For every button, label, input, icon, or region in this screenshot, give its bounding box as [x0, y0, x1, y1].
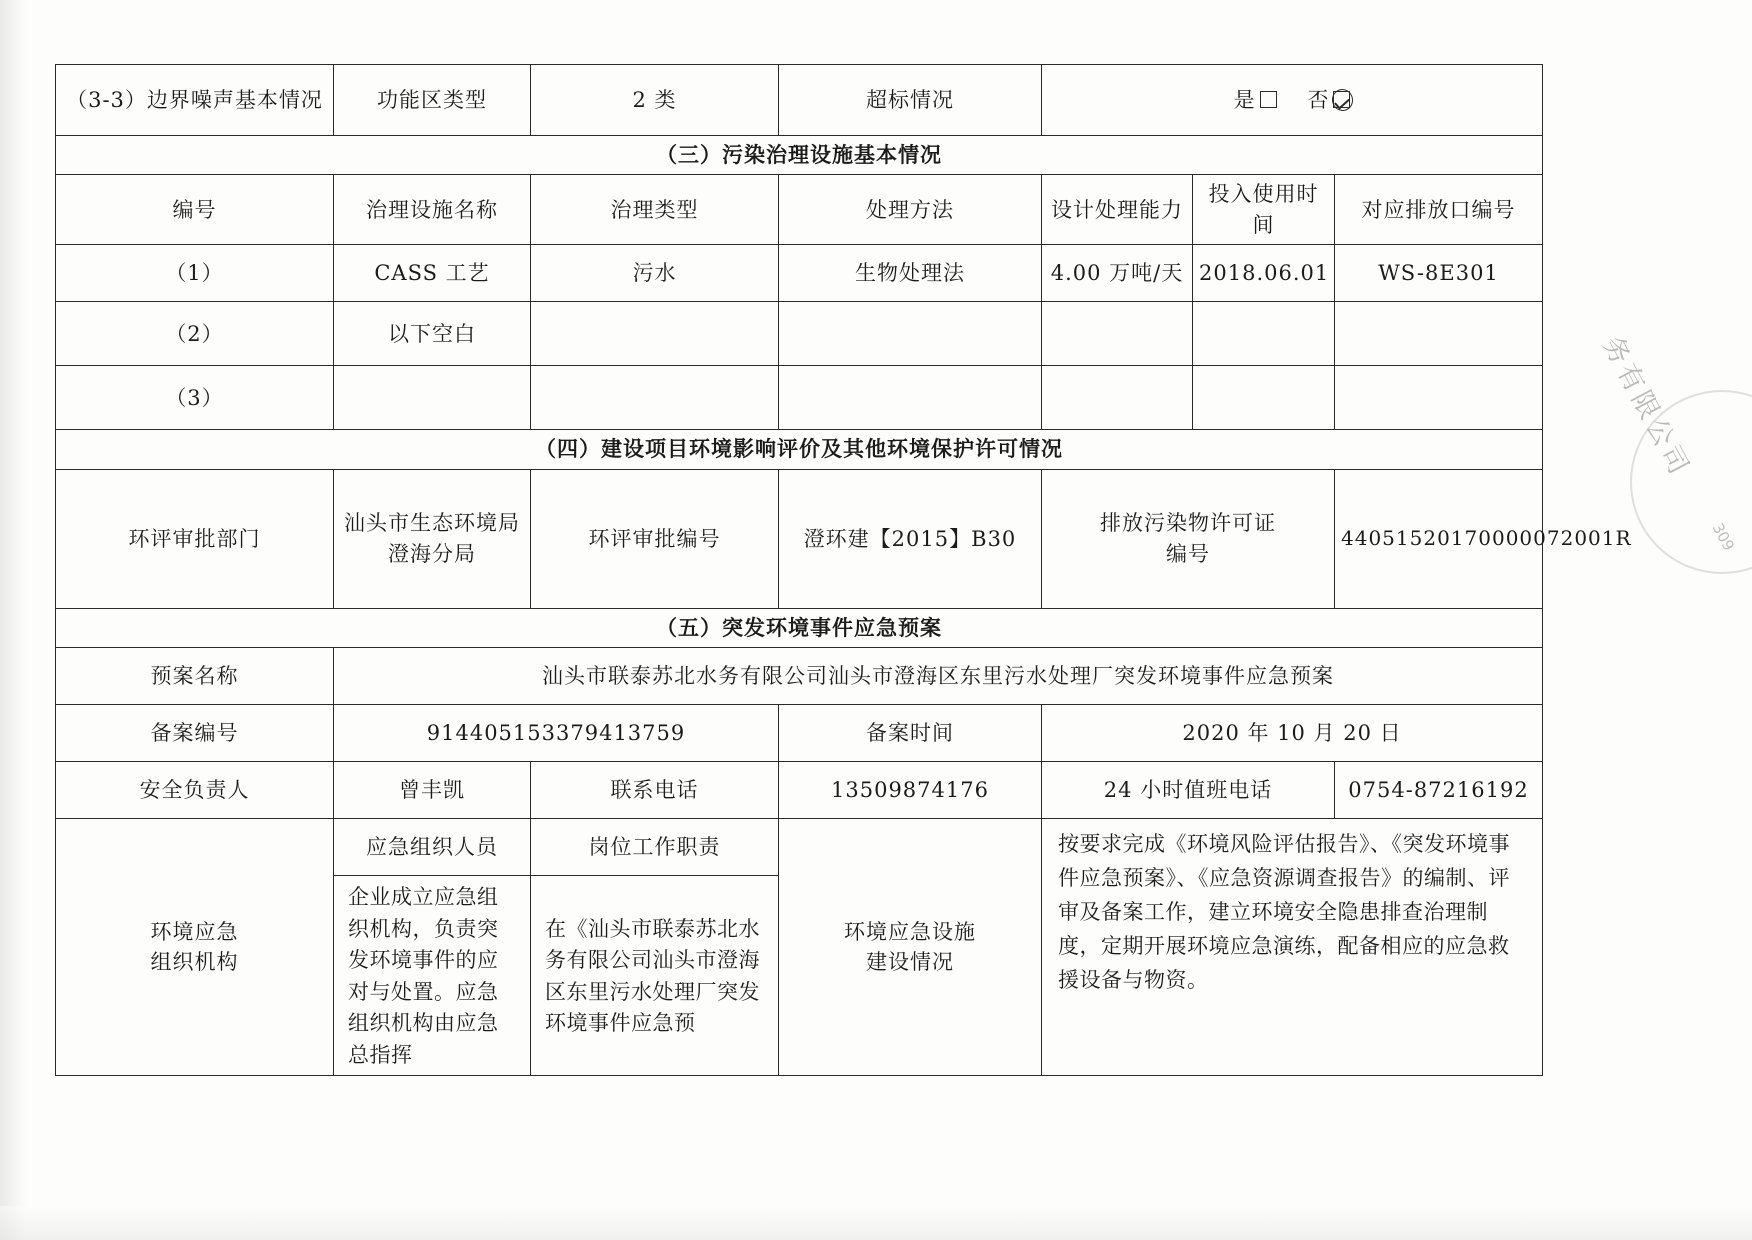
section5-title: （五）突发环境事件应急预案	[56, 608, 1543, 647]
record-time-label: 备案时间	[779, 705, 1042, 762]
org-duty-label: 岗位工作职责	[531, 819, 779, 876]
noise-zone-type-label: 功能区类型	[334, 65, 531, 136]
eia-approval-no-value: 澄环建【2015】B30	[779, 469, 1042, 608]
cell-capacity	[1042, 302, 1193, 366]
eia-approval-dept-value	[334, 469, 531, 608]
choice-yes-label: 是	[1233, 87, 1256, 112]
org-structure-label	[56, 819, 334, 1076]
seal-number: 309	[1709, 520, 1739, 554]
pollutant-permit-label	[1042, 469, 1335, 608]
noise-exceed-choices	[1042, 65, 1543, 136]
table-row	[56, 366, 1543, 430]
duty-phone-label: 24 小时值班电话	[1042, 762, 1335, 819]
plan-name-value: 汕头市联泰苏北水务有限公司汕头市澄海区东里污水处理厂突发环境事件应急预案	[334, 648, 1543, 705]
safety-officer-row	[56, 762, 1543, 819]
cell-no: （3）	[56, 366, 334, 430]
pollutant-permit-value: 44051520170000072001R	[1335, 469, 1543, 608]
eia-approval-dept-line2: 澄海分局	[388, 541, 476, 566]
duty-phone-value: 0754-87216192	[1335, 762, 1543, 819]
table-row	[56, 302, 1543, 366]
facility-status-text: 按要求完成《环境风险评估报告》、《突发环境事件应急预案》、《应急资源调查报告》的编制、评审及备案工作，建立环境安全隐患排查治理制度，定期开展环境应急演练，配备相应的应急救援设备与物资。	[1058, 832, 1510, 993]
contact-phone-value: 13509874176	[779, 762, 1042, 819]
cell-outlet-no: WS-8E301	[1335, 245, 1543, 302]
report-table	[55, 64, 1632, 1076]
cell-treatment-type: 污水	[531, 245, 779, 302]
cell-facility-name	[334, 366, 531, 430]
plan-name-row	[56, 648, 1543, 705]
pollutant-permit-label-line2: 编号	[1166, 541, 1210, 566]
safety-officer-value: 曾丰凯	[334, 762, 531, 819]
noise-row	[56, 65, 1543, 136]
scan-edge-bottom	[0, 1206, 1752, 1240]
section3-header-row	[56, 175, 1543, 245]
checkbox-yes[interactable]	[1260, 91, 1277, 108]
eia-approval-dept-line1: 汕头市生态环境局	[344, 511, 520, 536]
section4-heading-row	[56, 430, 1543, 469]
org-staff-label: 应急组织人员	[334, 819, 531, 876]
record-no-value: 914405153379413759	[334, 705, 779, 762]
eia-approval-dept-label: 环评审批部门	[56, 469, 334, 608]
noise-exceed-label: 超标情况	[779, 65, 1042, 136]
col-treatment-type: 治理类型	[531, 175, 779, 245]
choice-no-label: 否	[1307, 87, 1330, 112]
col-facility-name: 治理设施名称	[334, 175, 531, 245]
cell-facility-name: CASS 工艺	[334, 245, 531, 302]
plan-name-label: 预案名称	[56, 648, 334, 705]
cell-method	[779, 302, 1042, 366]
record-row	[56, 705, 1543, 762]
facility-status-label-line2: 建设情况	[866, 950, 954, 975]
cell-method	[779, 366, 1042, 430]
cell-capacity	[1042, 366, 1193, 430]
safety-officer-label: 安全负责人	[56, 762, 334, 819]
col-start-date: 投入使用时间	[1193, 175, 1335, 245]
cell-capacity: 4.00 万吨/天	[1042, 245, 1193, 302]
scan-edge-left	[0, 0, 26, 1240]
cell-facility-name: 以下空白	[334, 302, 531, 366]
cell-start-date	[1193, 366, 1335, 430]
section3-title: （三）污染治理设施基本情况	[56, 136, 1543, 175]
section5-heading-row	[56, 608, 1543, 647]
org-duty-text-cell	[531, 876, 779, 1076]
section3-heading-row	[56, 136, 1543, 175]
facility-status-label	[779, 819, 1042, 1076]
section4-content-row	[56, 469, 1543, 608]
org-staff-text: 企业成立应急组织机构，负责突发环境事件的应对与处置。应急组织机构由应急总指挥	[348, 885, 499, 1067]
company-seal-watermark	[1595, 331, 1744, 590]
seal-text: 务有限公司	[1595, 331, 1696, 483]
col-method: 处理方法	[779, 175, 1042, 245]
cell-outlet-no	[1335, 366, 1543, 430]
org-duty-text: 在《汕头市联泰苏北水务有限公司汕头市澄海区东里污水处理厂突发环境事件应急预	[545, 916, 760, 1036]
cell-treatment-type	[531, 302, 779, 366]
cell-method: 生物处理法	[779, 245, 1042, 302]
table-row	[56, 245, 1543, 302]
noise-row-label: （3-3）边界噪声基本情况	[56, 65, 334, 136]
record-time-value: 2020 年 10 月 20 日	[1042, 705, 1543, 762]
org-staff-text-cell	[334, 876, 531, 1076]
facility-status-label-line1: 环境应急设施	[844, 919, 976, 944]
choice-no[interactable]	[1307, 85, 1350, 115]
col-outlet-no: 对应排放口编号	[1335, 175, 1543, 245]
cell-treatment-type	[531, 366, 779, 430]
noise-zone-type-value: 2 类	[531, 65, 779, 136]
col-no: 编号	[56, 175, 334, 245]
org-structure-label-line2: 组织机构	[150, 950, 239, 975]
eia-approval-no-label: 环评审批编号	[531, 469, 779, 608]
org-structure-label-line1: 环境应急	[150, 919, 239, 944]
section4-title: （四）建设项目环境影响评价及其他环境保护许可情况	[56, 430, 1543, 469]
checkbox-no-checked[interactable]	[1333, 91, 1350, 108]
record-no-label: 备案编号	[56, 705, 334, 762]
org-subheader-row	[56, 819, 1543, 876]
cell-outlet-no	[1335, 302, 1543, 366]
col-capacity: 设计处理能力	[1042, 175, 1193, 245]
cell-no: （1）	[56, 245, 334, 302]
cell-start-date: 2018.06.01	[1193, 245, 1335, 302]
pollutant-permit-label-line1: 排放污染物许可证	[1100, 511, 1276, 536]
cell-start-date	[1193, 302, 1335, 366]
contact-phone-label: 联系电话	[531, 762, 779, 819]
choice-yes[interactable]	[1234, 85, 1277, 115]
cell-no: （2）	[56, 302, 334, 366]
facility-status-text-cell	[1042, 819, 1543, 1076]
